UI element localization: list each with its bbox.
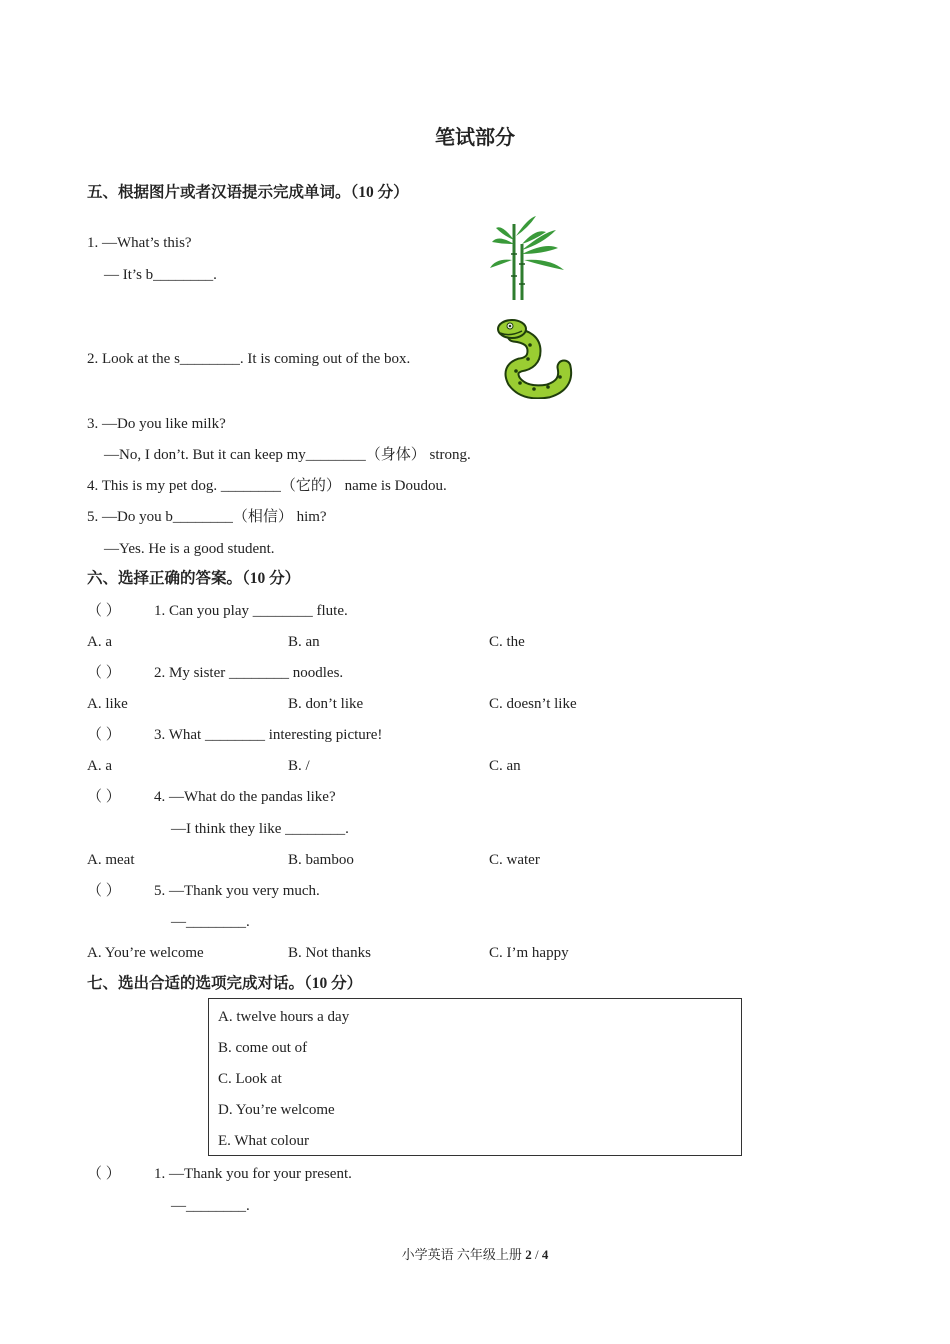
options-box	[208, 998, 742, 1156]
s6-q3-bracket: （ ）	[87, 727, 121, 743]
s5-q5-line2: —Yes. He is a good student.	[104, 541, 275, 557]
snake-icon	[490, 315, 576, 399]
section6-heading: 六、选择正确的答案。（10 分）	[87, 570, 301, 587]
s5-q4-line1: 4. This is my pet dog. ________（它的） name is Doudou.	[87, 478, 447, 494]
s6-q5-bracket: （ ）	[87, 883, 121, 899]
s5-q3-line1: 3. —Do you like milk?	[87, 416, 226, 432]
option-c: C. Look at	[218, 1071, 282, 1087]
option-a: A. twelve hours a day	[218, 1009, 350, 1025]
s5-q1-line2: — It’s b________.	[104, 267, 217, 283]
s5-q2-line1: 2. Look at the s________. It is coming out of the box.	[87, 351, 411, 367]
s6-q5-stem2: —________.	[171, 914, 250, 930]
s6-q3-option-a: A. a	[87, 758, 112, 774]
s7-q1-line2: —________.	[171, 1198, 250, 1214]
s5-q3-line2: —No, I don’t. But it can keep my________（身体） strong.	[104, 447, 471, 463]
s6-q1-option-a: A. a	[87, 634, 112, 650]
section7-heading: 七、选出合适的选项完成对话。（10 分）	[87, 975, 363, 992]
option-d: D. You’re welcome	[218, 1102, 335, 1118]
s6-q3-option-b: B. /	[288, 758, 310, 774]
s6-q1-option-c: C. the	[489, 634, 525, 650]
s6-q1-stem: 1. Can you play ________ flute.	[154, 603, 348, 619]
s6-q4-bracket: （ ）	[87, 789, 121, 805]
s6-q5-option-b: B. Not thanks	[288, 945, 371, 961]
option-e: E. What colour	[218, 1133, 309, 1149]
footer-page-number: 2	[525, 1247, 532, 1262]
s6-q1-bracket: （ ）	[87, 603, 121, 619]
page-title: 笔试部分	[435, 127, 515, 149]
s6-q4-option-a: A. meat	[87, 852, 135, 868]
s6-q3-stem: 3. What ________ interesting picture!	[154, 727, 383, 743]
option-b: B. come out of	[218, 1040, 308, 1056]
s6-q2-stem: 2. My sister ________ noodles.	[154, 665, 344, 681]
s5-q5-line1: 5. —Do you b________（相信） him?	[87, 509, 327, 525]
s6-q5-stem: 5. —Thank you very much.	[154, 883, 320, 899]
footer-page-total: 4	[541, 1247, 549, 1262]
s6-q3-option-c: C. an	[489, 758, 521, 774]
footer-separator: /	[531, 1247, 542, 1262]
section5-heading: 五、根据图片或者汉语提示完成单词。（10 分）	[87, 184, 409, 201]
s5-q1-line1: 1. —What’s this?	[87, 235, 192, 251]
s7-q1-bracket: （ ）	[87, 1166, 121, 1182]
s6-q5-option-a: A. You’re welcome	[87, 945, 204, 961]
s6-q4-option-c: C. water	[489, 852, 540, 868]
s6-q2-bracket: （ ）	[87, 665, 121, 681]
s6-q4-option-b: B. bamboo	[288, 852, 354, 868]
s7-q1-line1: 1. —Thank you for your present.	[154, 1166, 352, 1182]
page-footer	[0, 1245, 950, 1265]
s6-q4-stem2: —I think they like ________.	[171, 821, 349, 837]
footer-text: 小学英语 六年级上册	[401, 1247, 526, 1262]
s6-q5-option-c: C. I’m happy	[489, 945, 569, 961]
s6-q2-option-a: A. like	[87, 696, 128, 712]
s6-q1-option-b: B. an	[288, 634, 320, 650]
bamboo-icon	[488, 214, 580, 302]
s6-q4-stem: 4. —What do the pandas like?	[154, 789, 336, 805]
s6-q2-option-b: B. don’t like	[288, 696, 364, 712]
s6-q2-option-c: C. doesn’t like	[489, 696, 577, 712]
